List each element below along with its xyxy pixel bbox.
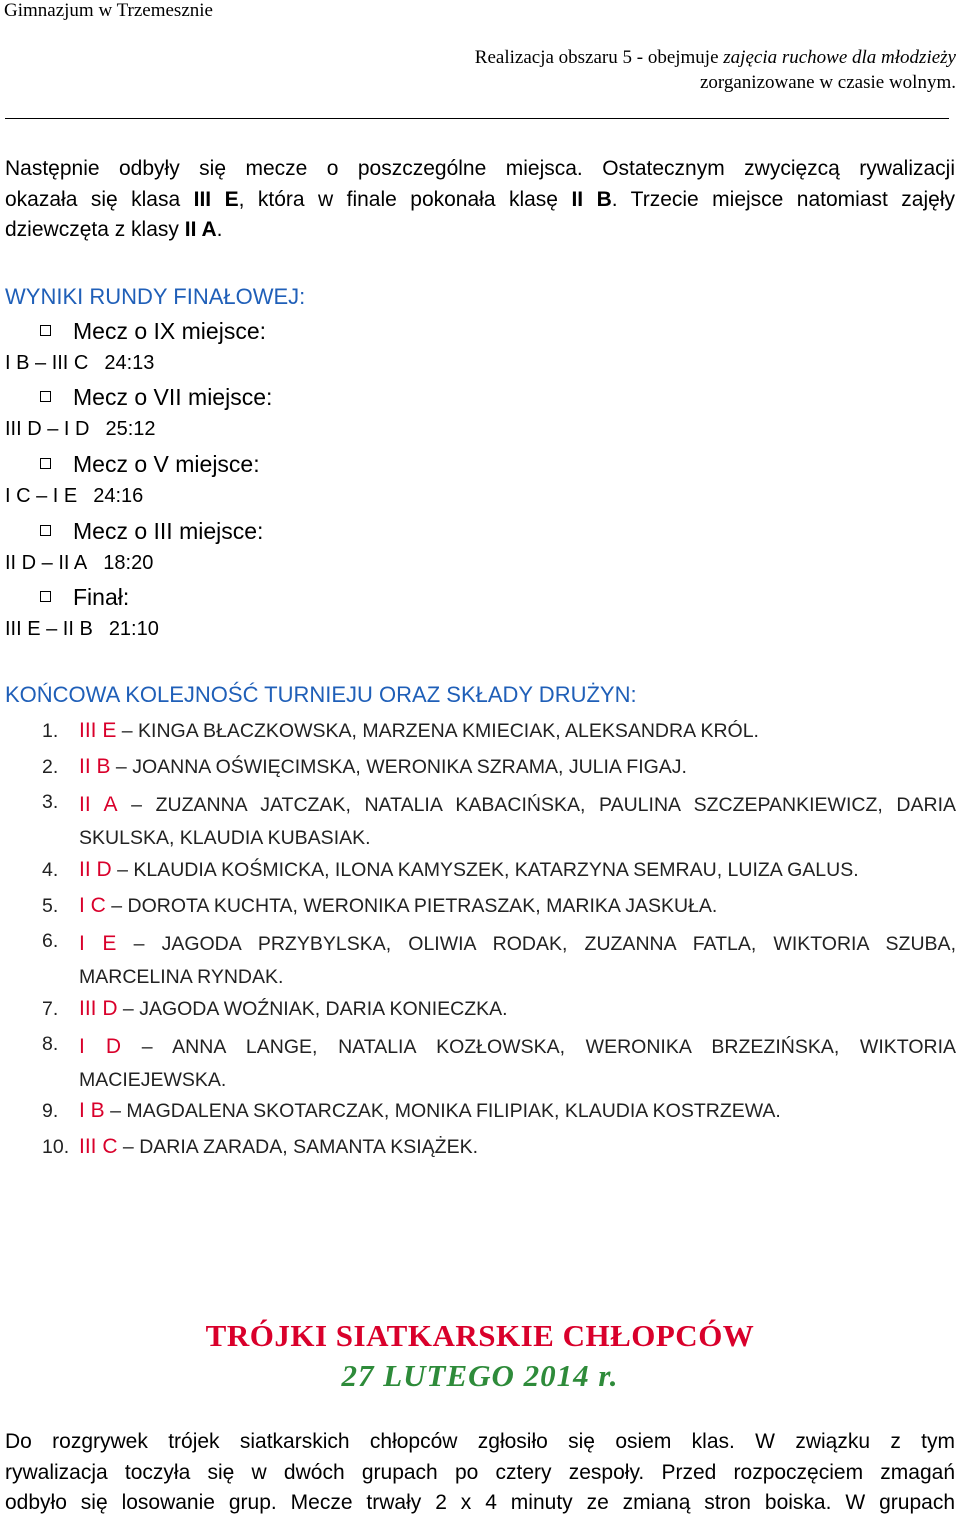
school-name: Gimnazjum w Trzemesznie: [4, 0, 213, 21]
ranking-item: I D – ANNA LANGE, NATALIA KOZŁOWSKA, WERONIKA BRZEZIŃSKA, WIKTORIA MACIEJEWSKA.: [79, 1035, 956, 1091]
checkbox-bullet-icon: [40, 591, 51, 602]
ranking-item: 4. II D – KLAUDIA KOŚMICKA, ILONA KAMYSZEK, KATARZYNA SEMRAU, LUIZA GALUS.: [42, 858, 859, 881]
ranking-item: I E – JAGODA PRZYBYLSKA, OLIWIA RODAK, ZUZANNA FATLA, WIKTORIA SZUBA, MARCELINA RYNDAK.: [79, 932, 956, 988]
ranking-item-number: 6.: [42, 930, 59, 952]
ranking-item: 7. III D – JAGODA WOŹNIAK, DARIA KONIECZKA.: [42, 997, 508, 1020]
match-heading: Mecz o VII miejsce:: [40, 384, 272, 411]
header-realization-cont: zorganizowane w czasie wolnym.: [699, 72, 956, 93]
ranking-title: KOŃCOWA KOLEJNOŚĆ TURNIEJU ORAZ SKŁADY DRUŻYN:: [5, 682, 637, 707]
match-heading: Mecz o V miejsce:: [40, 451, 260, 478]
header-realization: Realizacja obszaru 5 - obejmuje zajęcia ruchowe dla młodzieży: [474, 47, 956, 68]
match-result: I B – III C 24:13: [5, 352, 155, 374]
checkbox-bullet-icon: [40, 325, 51, 336]
ranking-item: 10. III C – DARIA ZARADA, SAMANTA KSIĄŻEK.: [42, 1135, 478, 1158]
header-divider: [5, 118, 949, 119]
match-heading: Mecz o III miejsce:: [40, 518, 263, 545]
ranking-item: 2. II B – JOANNA OŚWIĘCIMSKA, WERONIKA SZRAMA, JULIA FIGAJ.: [42, 755, 687, 778]
match-result: III D – I D 25:12: [5, 418, 156, 440]
ranking-item: 9. I B – MAGDALENA SKOTARCZAK, MONIKA FILIPIAK, KLAUDIA KOSTRZEWA.: [42, 1099, 781, 1122]
match-result: II D – II A 18:20: [5, 552, 154, 574]
boys-section-title: TRÓJKI SIATKARSKIE CHŁOPCÓW: [205, 1318, 755, 1353]
boys-section-date: 27 LUTEGO 2014 r.: [341, 1358, 619, 1393]
match-heading: Mecz o IX miejsce:: [40, 318, 266, 345]
boys-paragraph: Do rozgrywek trójek siatkarskich chłopców zgłosiło się osiem klas. W związku z tym rywalizacja toczyła się w dwóch grupach po cztery zespoły. Przed rozpoczęciem zmagań odbyło się losowanie grup. Mecze trwały 2 x 4 minuty ze zmianą stron boiska. W grupach: [5, 1430, 955, 1514]
ranking-item: 5. I C – DOROTA KUCHTA, WERONIKA PIETRASZAK, MARIKA JASKUŁA.: [42, 894, 718, 917]
match-result: III E – II B 21:10: [5, 618, 159, 640]
ranking-item: II A – ZUZANNA JATCZAK, NATALIA KABACIŃSKA, PAULINA SZCZEPANKIEWICZ, DARIA SKULSKA, KLAUDIA KUBASIAK.: [79, 793, 956, 849]
ranking-item: 1. III E – KINGA BŁACZKOWSKA, MARZENA KMIECIAK, ALEKSANDRA KRÓL.: [42, 719, 759, 742]
checkbox-bullet-icon: [40, 391, 51, 402]
ranking-item-number: 8.: [42, 1033, 59, 1055]
match-heading: Finał:: [40, 584, 129, 611]
intro-paragraph: Następnie odbyły się mecze o poszczególne miejsca. Ostatecznym zwycięzcą rywalizacji okazała się klasa III E, która w finale pokonała klasę II B. Trzecie miejsce natomiast zajęły dziewczęta z klasy II A.: [5, 157, 955, 241]
match-result: I C – I E 24:16: [5, 485, 144, 507]
final-round-title: WYNIKI RUNDY FINAŁOWEJ:: [5, 284, 306, 309]
checkbox-bullet-icon: [40, 525, 51, 536]
ranking-item-number: 3.: [42, 791, 59, 813]
checkbox-bullet-icon: [40, 458, 51, 469]
